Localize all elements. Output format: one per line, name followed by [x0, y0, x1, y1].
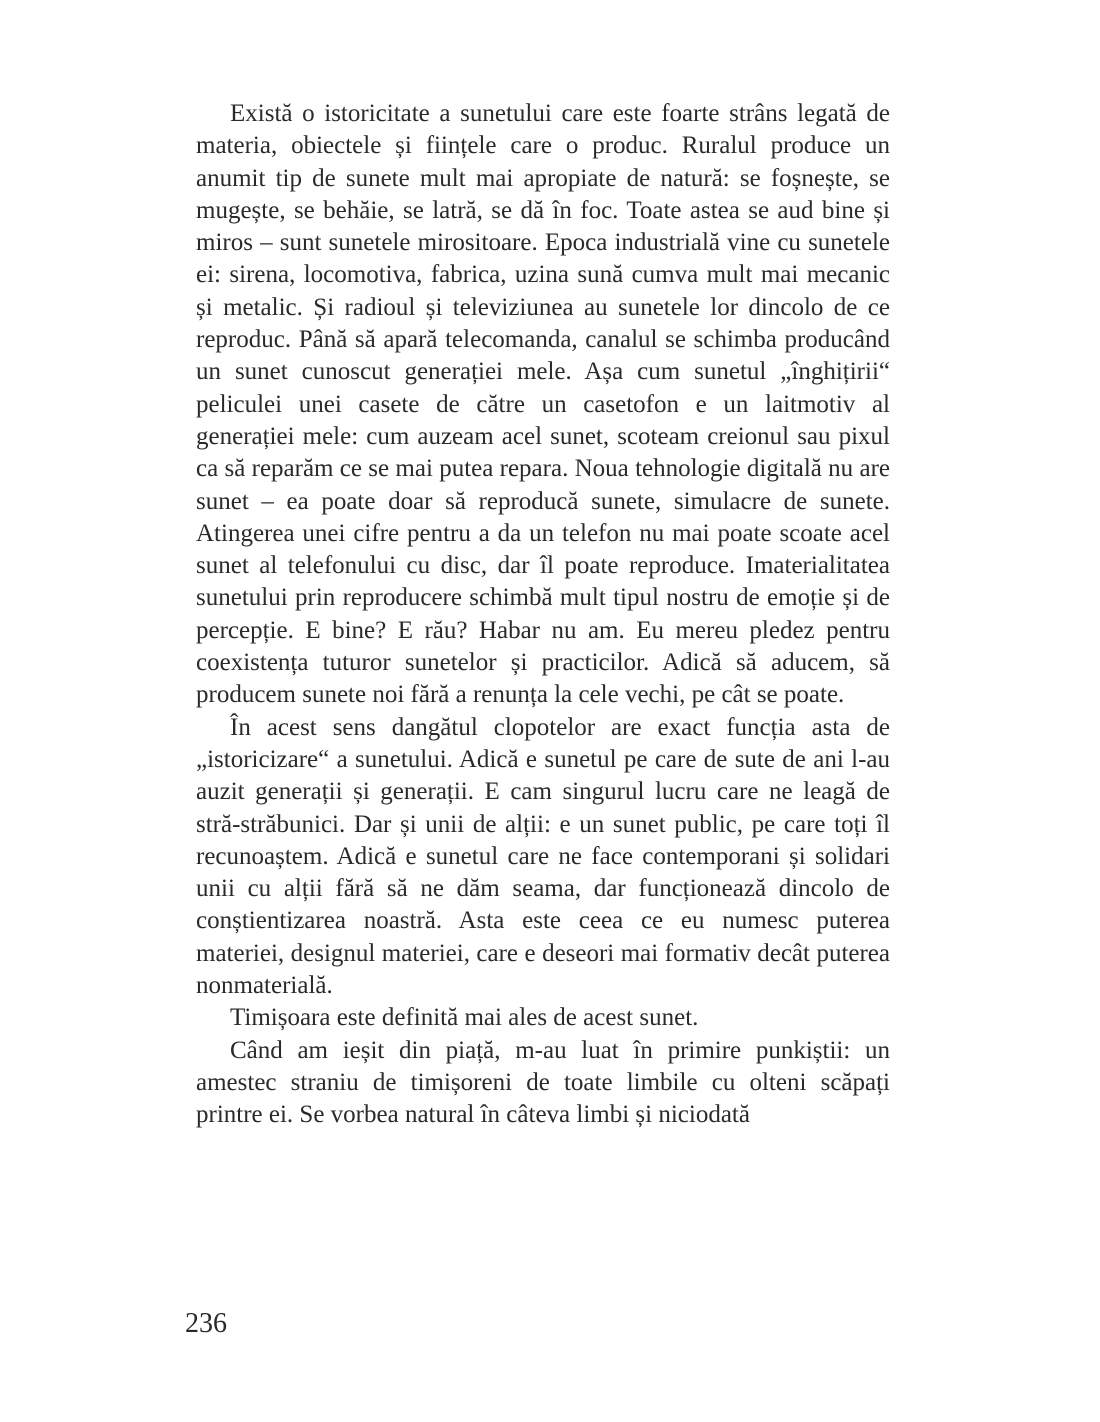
- paragraph-4: Când am ieșit din piață, m-au luat în primire punkiștii: un amestec straniu de timișoreni de toate limbile cu olteni scăpați printre ei. Se vorbea natural în câteva limbi și niciodată: [196, 1036, 890, 1129]
- paragraph-3: Timișoara este definită mai ales de acest sunet.: [230, 1004, 699, 1032]
- page-number: 236: [185, 1308, 227, 1339]
- paragraph-2: În acest sens dangătul clopotelor are exact funcția asta de „istoricizare“ a sunetului. Adică e sunetul pe care de sute de ani l-au auzit generații și generații. E cam singurul lucru care ne leagă de stră-străbunici. Dar și unii de alții: e un sunet public, pe care toți îl recunoaștem. Adică e sunetul care ne face contemporani și solidari unii cu alții fără să ne dăm seama, dar funcționează dincolo de conștientizarea noastră. Asta este ceea ce eu numesc puterea materiei, designul materiei, care e deseori mai formativ decât puterea nonmaterială.: [196, 713, 890, 1000]
- paragraph-1: Există o istoricitate a sunetului care este foarte strâns legată de materia, obiectele și ființele care o produc. Ruralul produce un anumit tip de sunete mult mai apropiate de natură: se foșnește, se mugește, se behăie, se latră, se dă în foc. Toate astea se aud bine și miros – sunt sunetele mirositoare. Epoca industrială vine cu sunetele ei: sirena, locomotiva, fabrica, uzina sună cumva mult mai mecanic și metalic. Și radioul și televiziunea au sunetele lor dincolo de ce reproduc. Până să apară telecomanda, canalul se schimba producând un sunet cunoscut generației mele. Așa cum sunetul „înghițirii“ peliculei unei casete de către un casetofon e un laitmotiv al generației mele: cum auzeam acel sunet, scoteam creionul sau pixul ca să reparăm ce se mai putea repara. Noua tehnologie digitală nu are sunet – ea poate doar să reproducă sunete, simulacre de sunete. Atingerea unei cifre pentru a da un telefon nu mai poate scoate acel sunet al telefonului cu disc, dar îl poate reproduce. Imaterialitatea sunetului prin reproducere schimbă mult tipul nostru de emoție și de percepție. E bine? E rău? Habar nu am. Eu mereu pledez pentru coexistența tuturor sunetelor și practicilor. Adică să aducem, să producem sunete noi fără a renunța la cele vechi, pe cât se poate.: [196, 100, 890, 709]
- body-text: [196, 98, 890, 1132]
